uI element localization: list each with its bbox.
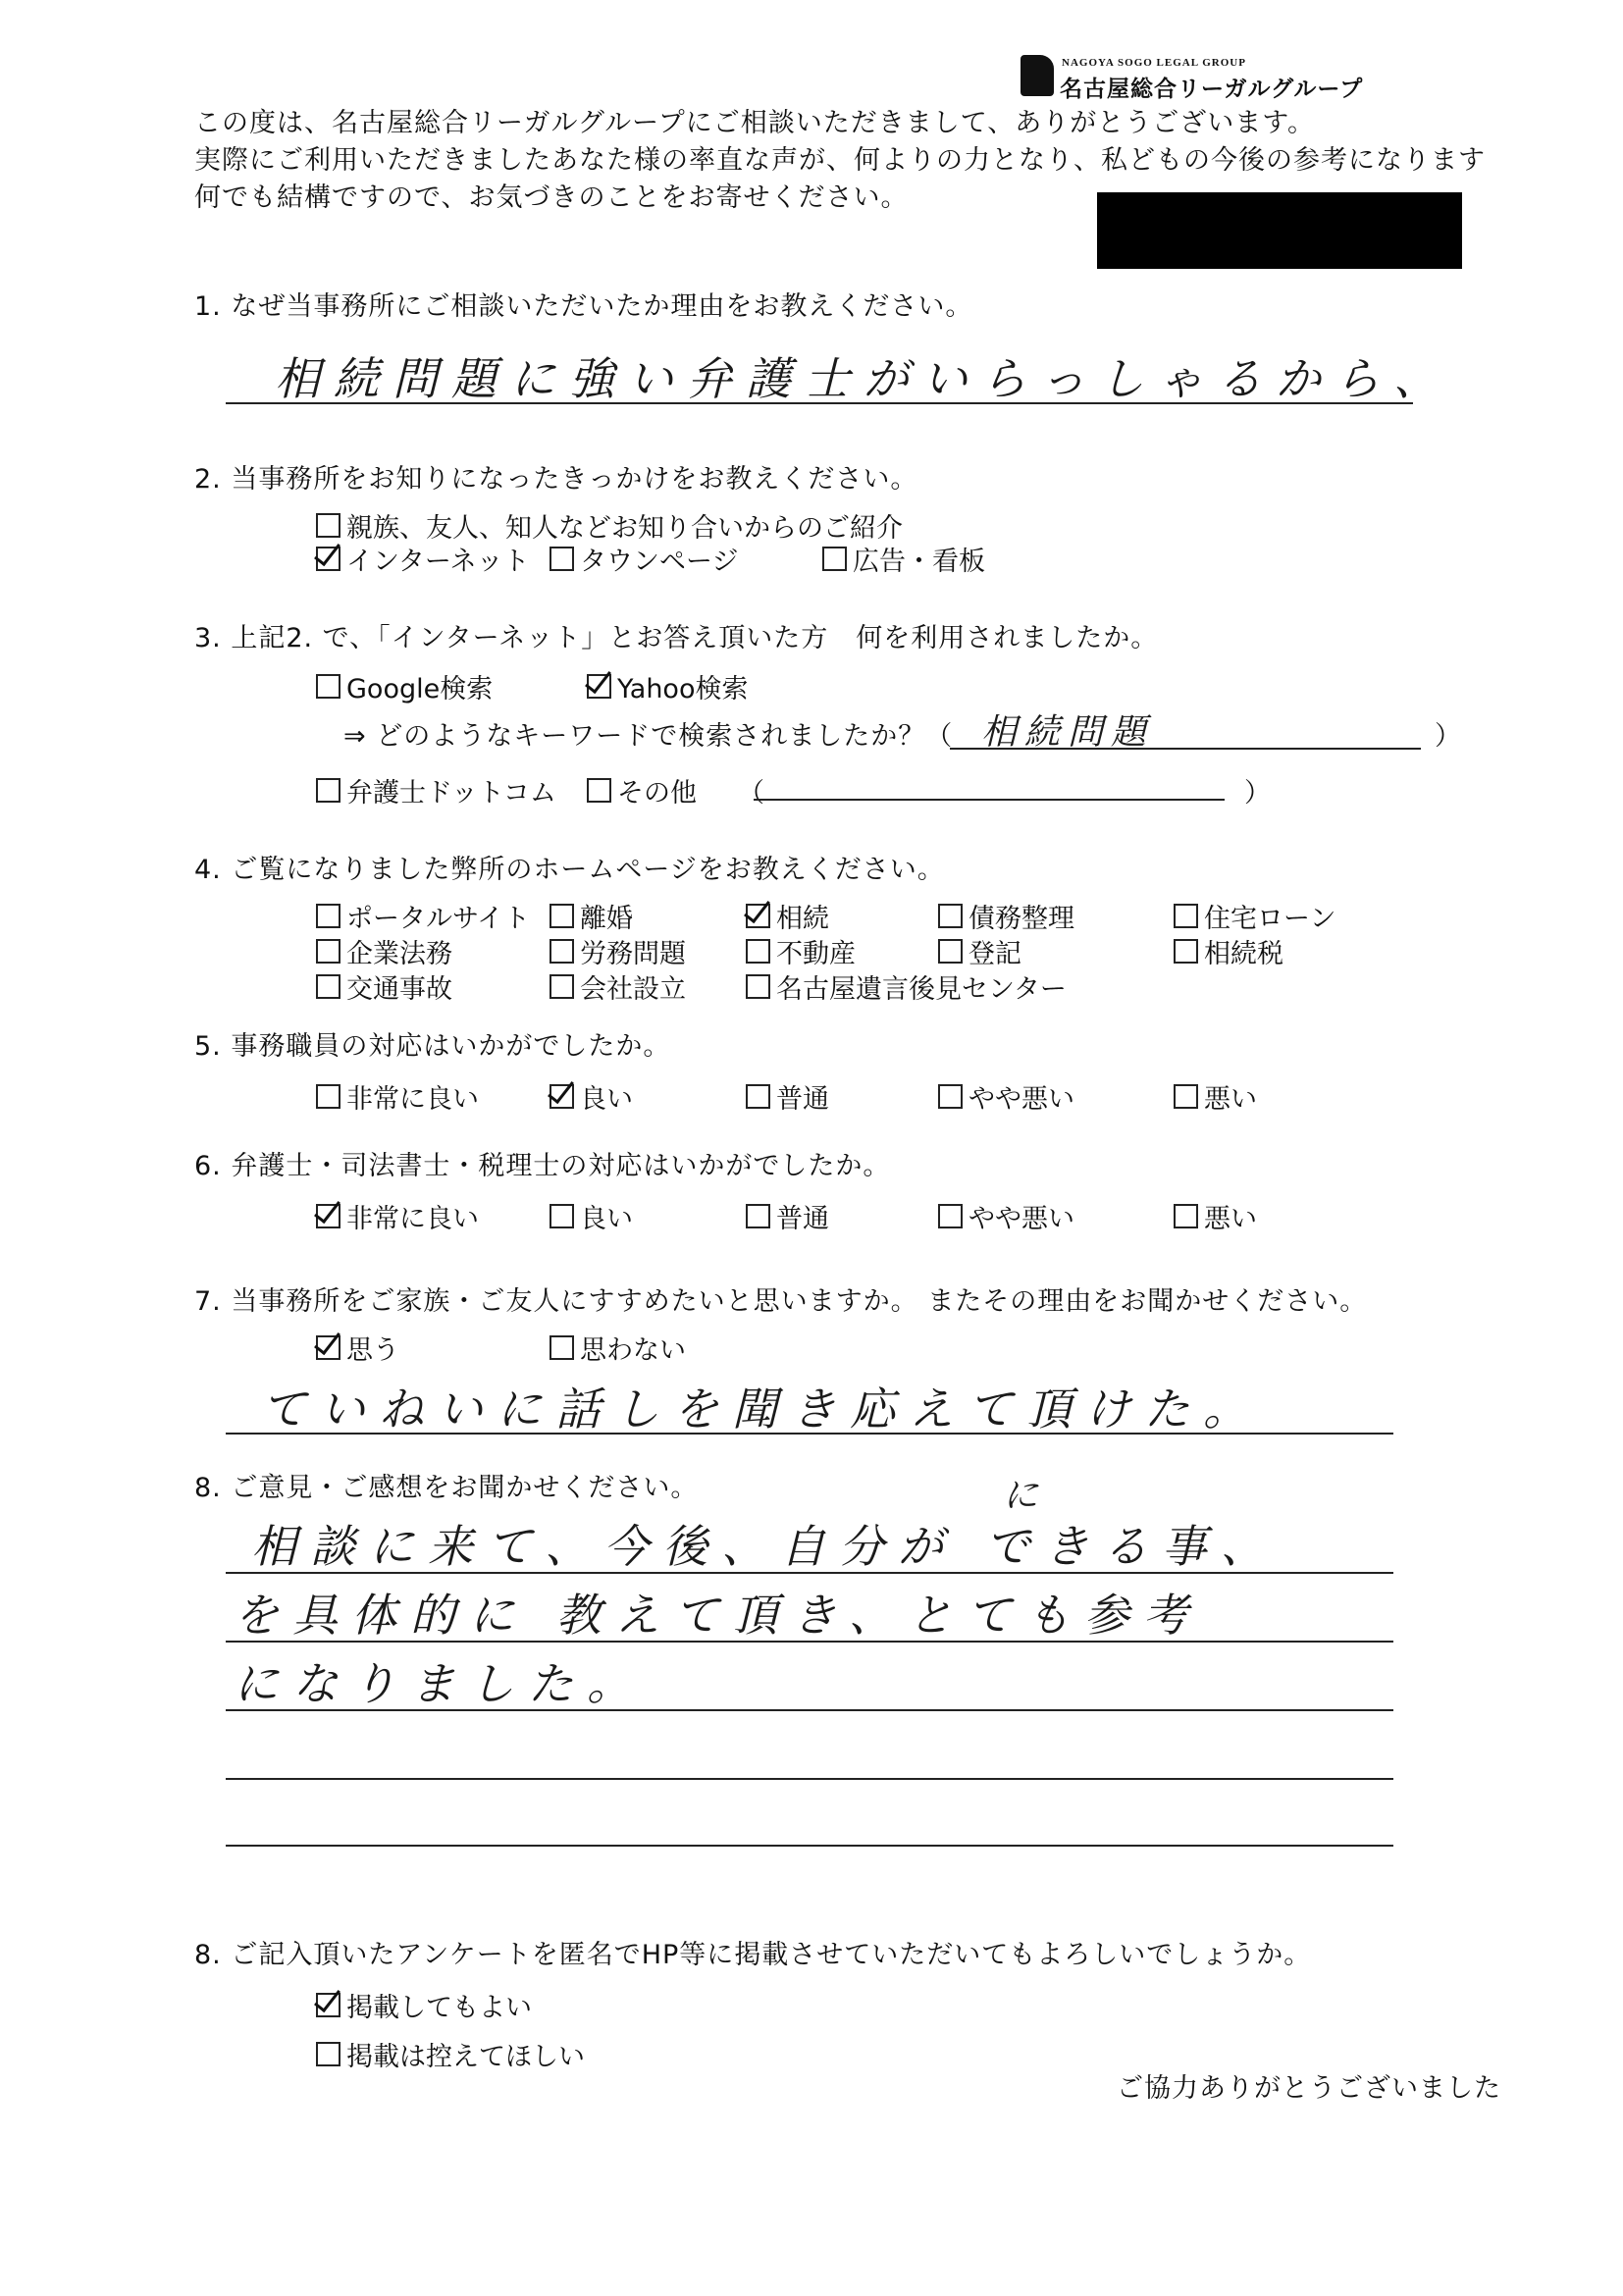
q4-option-registration[interactable]: 登記 — [938, 932, 1021, 970]
q4-option-divorce[interactable]: 離婚 — [550, 897, 633, 935]
keyword-line — [950, 748, 1421, 750]
q5-option-good[interactable]: 良い — [550, 1077, 633, 1116]
checkbox[interactable] — [1174, 939, 1198, 964]
question-1-label: 1. なぜ当事務所にご相談いただいたか理由をお教えください。 — [194, 291, 973, 322]
q9-option-allow[interactable]: 掲載してもよい — [316, 1986, 532, 2024]
keyword-prompt: ⇒ どのようなキーワードで検索されましたか？（ — [343, 721, 954, 752]
q6-option-bad[interactable]: 悪い — [1174, 1197, 1257, 1235]
question-6-label: 6. 弁護士・司法書士・税理士の対応はいかがでしたか。 — [194, 1151, 891, 1181]
checkbox[interactable] — [1174, 1084, 1198, 1109]
checkbox[interactable] — [550, 547, 574, 571]
checkbox[interactable] — [316, 904, 340, 928]
other-open-paren: （ — [738, 778, 765, 809]
question-9-label: 8. ご記入頂いたアンケートを匿名でHP等に掲載させていただいてもよろしいでしょうか。 — [194, 1940, 1312, 1970]
checkbox[interactable] — [550, 904, 574, 928]
checkbox[interactable] — [316, 2042, 340, 2066]
checkbox[interactable] — [746, 1204, 770, 1228]
checkbox[interactable] — [938, 939, 963, 964]
q7-option-no[interactable]: 思わない — [550, 1329, 686, 1367]
q4-option-portal[interactable]: ポータルサイト — [316, 897, 530, 935]
logo-icon — [1021, 55, 1054, 96]
comment-rule-4 — [226, 1778, 1393, 1780]
q3-option-other[interactable]: その他 — [587, 771, 697, 809]
question-5-label: 5. 事務職員の対応はいかがでしたか。 — [194, 1031, 671, 1062]
q4-option-inheritance-tax[interactable]: 相続税 — [1174, 932, 1283, 970]
checkbox[interactable] — [316, 513, 340, 538]
q6-option-very-good[interactable]: 非常に良い — [316, 1197, 479, 1235]
checkbox[interactable] — [1174, 904, 1198, 928]
question-7-label: 7. 当事務所をご家族・ご友人にすすめたいと思いますか。 またその理由をお聞かせください。 — [194, 1286, 1368, 1317]
q2-option-referral[interactable]: 親族、友人、知人などお知り合いからのご紹介 — [316, 506, 903, 545]
question-1-answer: 相続問題に強い弁護士がいらっしゃるから、 — [275, 352, 1452, 405]
checkbox[interactable] — [746, 974, 770, 999]
q6-option-good[interactable]: 良い — [550, 1197, 633, 1235]
q2-option-townpage[interactable]: タウンページ — [550, 540, 738, 578]
answer-line — [226, 402, 1413, 404]
question-3-label: 3. 上記2. で、「インターネット」とお答え頂いた方 何を利用されましたか。 — [194, 623, 1159, 653]
q4-option-company[interactable]: 会社設立 — [550, 967, 686, 1006]
q9-option-decline[interactable]: 掲載は控えてほしい — [316, 2035, 585, 2073]
intro-line-2: 実際にご利用いただきましたあなた様の率直な声が、何よりの力となり、私どもの今後の参考になります — [194, 145, 1486, 176]
comment-rule-2 — [226, 1641, 1393, 1643]
checkbox[interactable] — [746, 939, 770, 964]
q3-option-bengoshi[interactable]: 弁護士ドットコム — [316, 771, 556, 809]
q4-option-debt[interactable]: 債務整理 — [938, 897, 1074, 935]
checkbox-checked[interactable] — [316, 1335, 340, 1360]
thank-you-text: ご協力ありがとうございました — [1117, 2073, 1501, 2104]
checkbox[interactable] — [550, 939, 574, 964]
redacted-name-box — [1097, 192, 1462, 269]
checkbox[interactable] — [822, 547, 847, 571]
q4-option-realestate[interactable]: 不動産 — [746, 932, 856, 970]
checkbox-checked[interactable] — [316, 547, 340, 571]
checkbox-checked[interactable] — [316, 1204, 340, 1228]
q4-option-labor[interactable]: 労務問題 — [550, 932, 686, 970]
q3-option-yahoo[interactable]: Yahoo検索 — [587, 667, 748, 705]
checkbox[interactable] — [316, 1084, 340, 1109]
q6-option-normal[interactable]: 普通 — [746, 1197, 829, 1235]
logo-english: NAGOYA SOGO LEGAL GROUP — [1062, 57, 1246, 69]
checkbox[interactable] — [316, 974, 340, 999]
checkbox[interactable] — [316, 939, 340, 964]
checkbox[interactable] — [587, 778, 611, 803]
q5-option-bad[interactable]: 悪い — [1174, 1077, 1257, 1116]
other-line — [754, 799, 1225, 801]
q4-option-housing-loan[interactable]: 住宅ローン — [1174, 897, 1335, 935]
checkbox[interactable] — [938, 1084, 963, 1109]
q2-option-ad[interactable]: 広告・看板 — [822, 540, 985, 578]
question-2-label: 2. 当事務所をお知りになったきっかけをお教えください。 — [194, 464, 918, 495]
q7-option-yes[interactable]: 思う — [316, 1329, 399, 1367]
answer-line — [226, 1433, 1393, 1435]
q4-option-inheritance[interactable]: 相続 — [746, 897, 829, 935]
checkbox-checked[interactable] — [746, 904, 770, 928]
q3-option-google[interactable]: Google検索 — [316, 667, 493, 705]
question-8-label: 8. ご意見・ご感想をお聞かせください。 — [194, 1473, 699, 1503]
comment-rule-3 — [226, 1709, 1393, 1711]
q5-option-very-good[interactable]: 非常に良い — [316, 1077, 479, 1116]
comment-line-1: 相談に来て、今後、自分が できる事、 — [251, 1520, 1280, 1573]
intro-line-1: この度は、名古屋総合リーガルグループにご相談いただきまして、ありがとうございます。 — [194, 108, 1316, 138]
checkbox-checked[interactable] — [550, 1084, 574, 1109]
checkbox[interactable] — [938, 904, 963, 928]
checkbox[interactable] — [938, 1204, 963, 1228]
q4-option-will-center[interactable]: 名古屋遺言後見センター — [746, 967, 1067, 1006]
intro-line-3: 何でも結構ですので、お気づきのことをお寄せください。 — [194, 183, 909, 213]
question-7-answer: ていねいに話しを聞き応えて頂けた。 — [261, 1383, 1262, 1435]
checkbox[interactable] — [1174, 1204, 1198, 1228]
comment-rule-5 — [226, 1845, 1393, 1847]
logo-japanese: 名古屋総合リーガルグループ — [1060, 77, 1364, 102]
checkbox[interactable] — [746, 1084, 770, 1109]
comment-line-2: を具体的に 教えて頂き、とても参考 — [234, 1589, 1202, 1642]
insert-mark: に — [1003, 1476, 1047, 1516]
q4-option-corporate[interactable]: 企業法務 — [316, 932, 452, 970]
keyword-close-paren: ） — [1435, 721, 1462, 752]
checkbox[interactable] — [550, 974, 574, 999]
checkbox-checked[interactable] — [587, 674, 611, 699]
comment-line-3: になりました。 — [234, 1657, 646, 1710]
checkbox[interactable] — [550, 1204, 574, 1228]
q5-option-normal[interactable]: 普通 — [746, 1077, 829, 1116]
q2-option-internet[interactable]: インターネット — [316, 540, 530, 578]
keyword-answer: 相続問題 — [981, 712, 1155, 753]
checkbox[interactable] — [316, 674, 340, 699]
comment-rule-1 — [226, 1572, 1393, 1574]
other-close-paren: ） — [1244, 778, 1272, 809]
checkbox[interactable] — [550, 1335, 574, 1360]
question-4-label: 4. ご覧になりました弊所のホームページをお教えください。 — [194, 855, 945, 885]
q4-option-traffic[interactable]: 交通事故 — [316, 967, 452, 1006]
q5-option-somewhat-bad[interactable]: やや悪い — [938, 1077, 1074, 1116]
checkbox-checked[interactable] — [316, 1993, 340, 2017]
q6-option-somewhat-bad[interactable]: やや悪い — [938, 1197, 1074, 1235]
checkbox[interactable] — [316, 778, 340, 803]
